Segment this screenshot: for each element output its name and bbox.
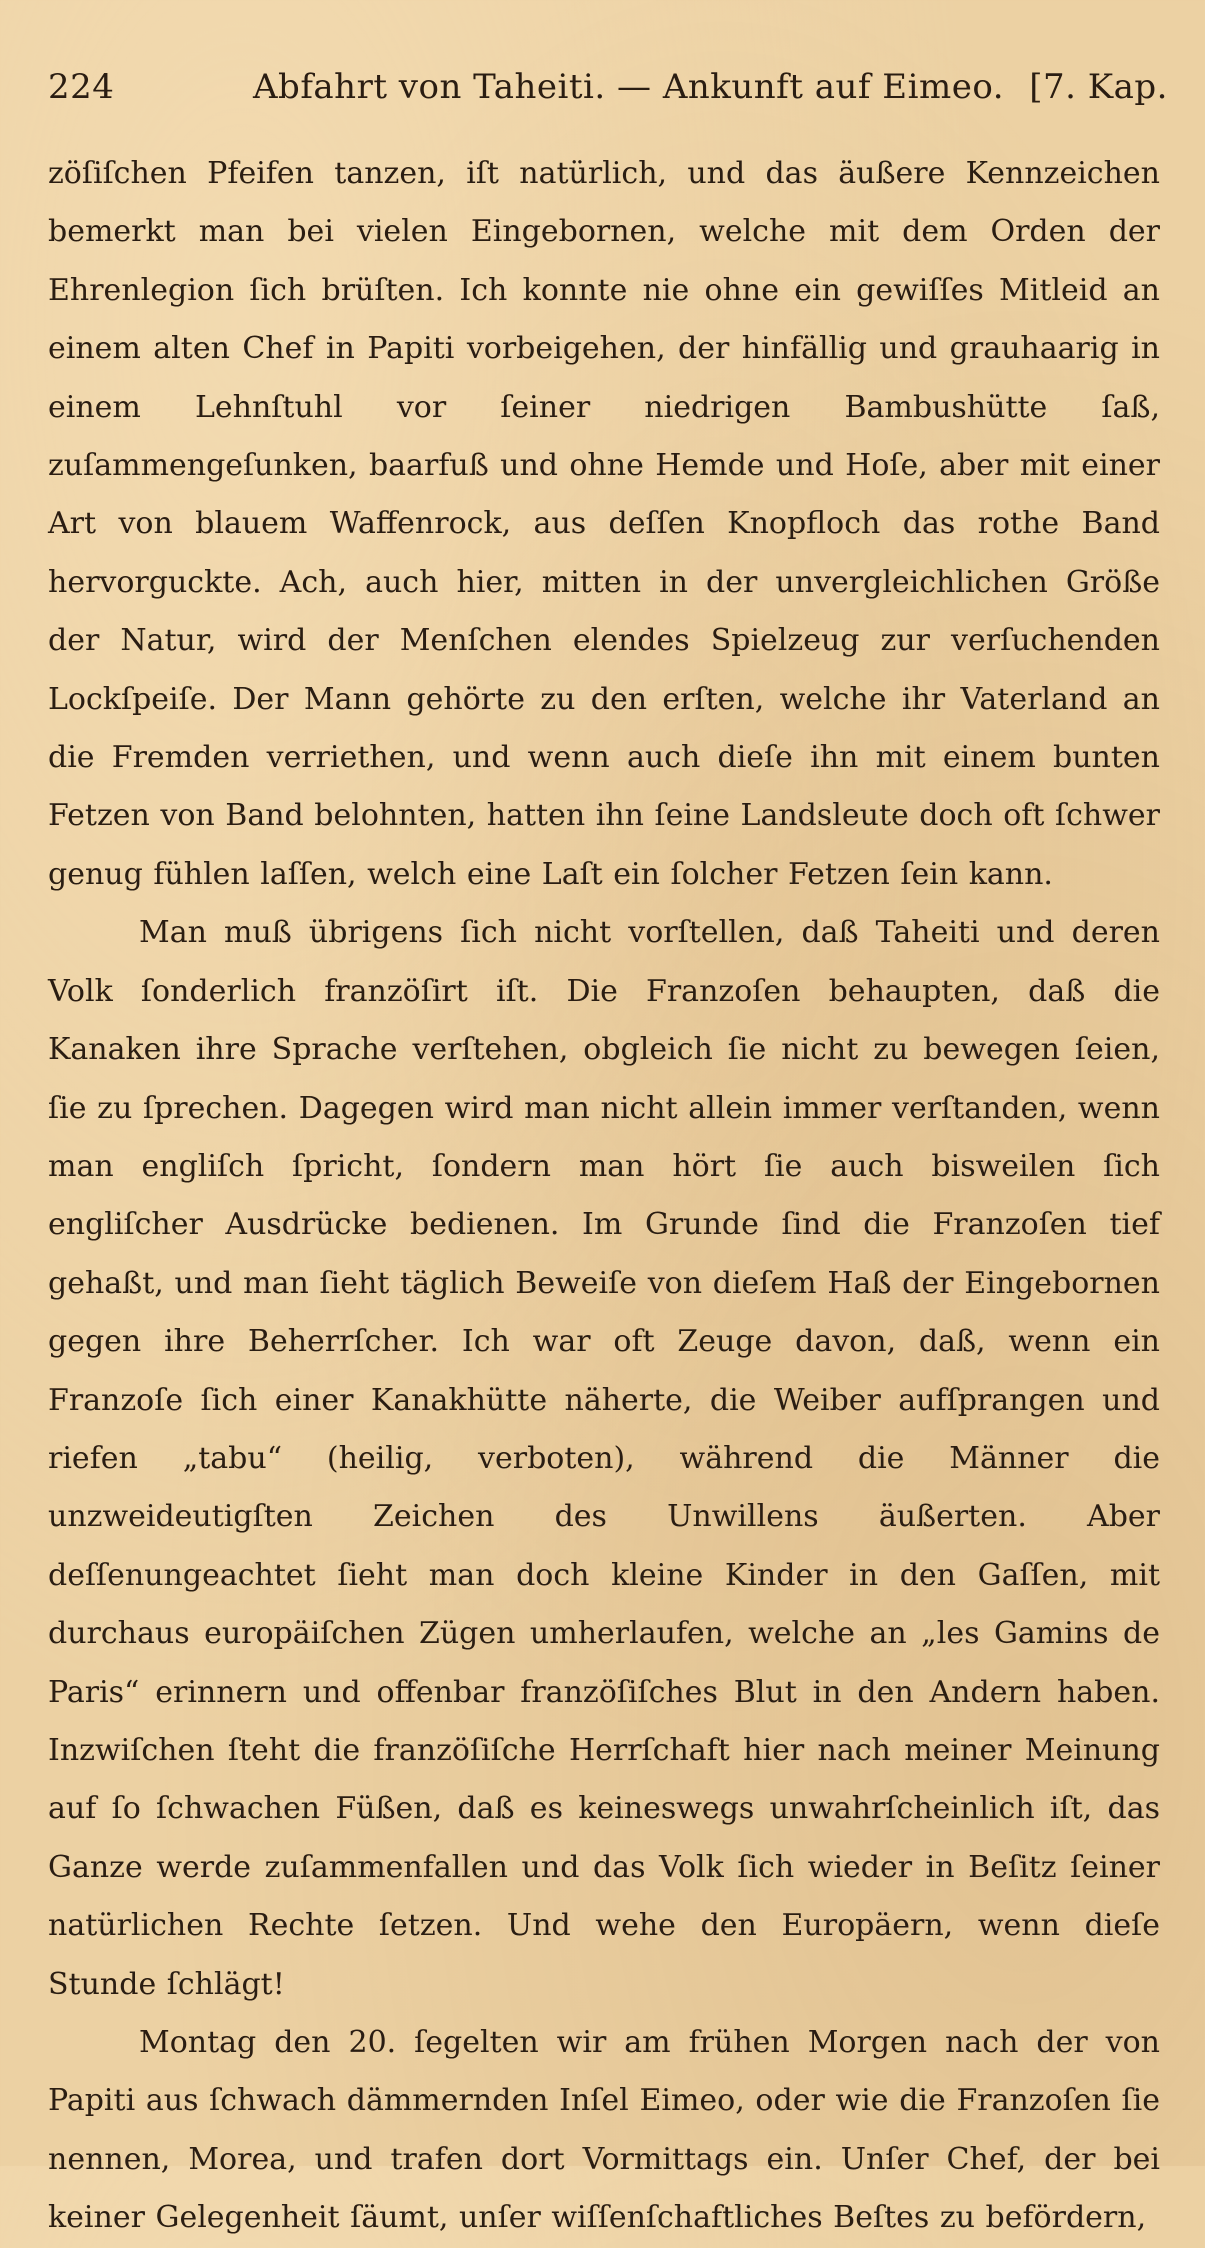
page-number: 224 bbox=[48, 67, 115, 107]
paragraph: Montag den 20. ſegelten wir am frühen Morgen nach der von Papiti aus ſchwach dämmernden Inſel Eimeo, oder wie die Franzoſen ſie nennen, Morea, und trafen dort Vormittags ein. Unſer Chef, der bei keiner Gelegenheit ſäumt, unſer wiſſenſchaftliches Beſtes zu befördern, bbox=[48, 2025, 1160, 2236]
running-title: Abfahrt von Taheiti. — Ankunft auf Eimeo. bbox=[253, 67, 1005, 107]
running-header bbox=[48, 62, 1168, 112]
paragraph-continued: zöſiſchen Pfeifen tanzen, iſt natürlich, und das äußere Kennzeichen bemerkt man bei vielen Eingebornen, welche mit dem Orden der Ehrenlegion ſich brüſten. Ich konnte nie ohne ein gewiſſes Mitleid an einem alten Chef in Papiti vorbeigehen, der hinfällig und grauhaarig in einem Lehnſtuhl vor ſeiner niedrigen Bambushütte ſaß, zuſammengeſunken, baarfuß und ohne Hemde und Hoſe, aber mit einer Art von blauem Waffenrock, aus deſſen Knopfloch das rothe Band hervorguckte. Ach, auch hier, mitten in der unvergleichlichen Größe der Natur, wird der Menſchen elendes Spielzeug zur verſuchenden Lockſpeiſe. Der Mann gehörte zu den erſten, welche ihr Vaterland an die Fremden verriethen, und wenn auch dieſe ihn mit einem bunten Fetzen von Band belohnten, hatten ihn ſeine Landsleute doch oft ſchwer genug fühlen laſſen, welch eine Laſt ein ſolcher Fetzen ſein kann. bbox=[48, 156, 1160, 892]
paragraph: Man muß übrigens ſich nicht vorſtellen, daß Taheiti und deren Volk ſonderlich franzöſirt iſt. Die Franzoſen behaupten, daß die Kanaken ihre Sprache verſtehen, obgleich ſie nicht zu bewegen ſeien, ſie zu ſprechen. Dagegen wird man nicht allein immer verſtanden, wenn man engliſch ſpricht, ſondern man hört ſie auch bisweilen ſich engliſcher Ausdrücke bedienen. Im Grunde ſind die Franzoſen tief gehaßt, und man ſieht täglich Beweiſe von dieſem Haß der Eingebornen gegen ihre Beherrſcher. Ich war oft Zeuge davon, daß, wenn ein Franzoſe ſich einer Kanakhütte näherte, die Weiber aufſprangen und riefen „tabu“ (heilig, verboten), während die Männer die unzweideutigſten Zeichen des Unwillens äußerten. Aber deſſenungeachtet ſieht man doch kleine Kinder in den Gaſſen, mit durchaus europäiſchen Zügen umherlaufen, welche an „les Gamins de Paris“ erinnern und offenbar franzöſiſches Blut in den Andern haben. Inzwiſchen ſteht die franzöſiſche Herrſchaft hier nach meiner Meinung auf ſo ſchwachen Füßen, daß es keineswegs unwahrſcheinlich iſt, das Ganze werde zuſammenfallen und das Volk ſich wieder in Beſitz ſeiner natürlichen Rechte ſetzen. Und wehe den Europäern, wenn dieſe Stunde ſchlägt! bbox=[48, 915, 1160, 2002]
page-body bbox=[48, 145, 1160, 2248]
chapter-marker: [7. Kap. bbox=[1029, 67, 1168, 107]
